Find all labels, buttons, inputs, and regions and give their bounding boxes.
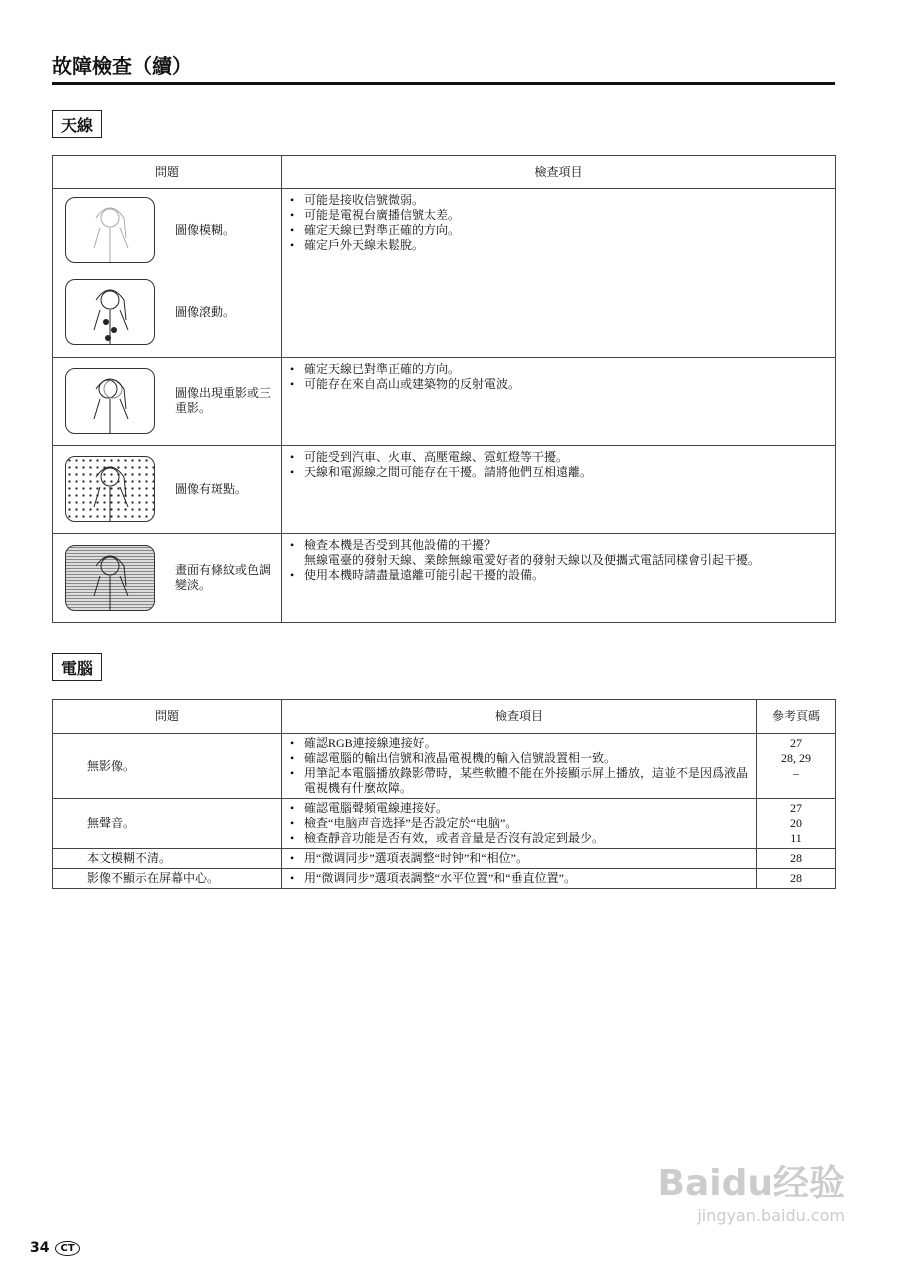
- page-number: 34: [30, 1240, 50, 1256]
- header-ref-page: 參考頁碼: [757, 700, 836, 734]
- problem-text: 無影像。: [53, 734, 282, 799]
- problem-text: 圖像出現重影或三重影。: [175, 386, 272, 415]
- problem-text: 圖像滾動。: [175, 304, 236, 319]
- check-item: • 用筆記本電腦播放錄影帶時，某些軟體不能在外接顯示屏上播放，這並不是因爲液晶電視機有什麼故障。: [304, 766, 756, 796]
- language-badge: CT: [55, 1241, 79, 1256]
- check-item: • 確定天線已對準正確的方向。: [304, 362, 835, 377]
- problem-text: 無聲音。: [53, 799, 282, 849]
- header-checks: 檢查項目: [282, 700, 757, 734]
- table-row: [53, 799, 836, 849]
- table-row: [53, 534, 836, 623]
- check-item: • 檢查本機是否受到其他設備的干擾？: [304, 538, 835, 553]
- tv-rolling-illustration: [65, 279, 155, 345]
- ref-page: 28, 29: [781, 751, 811, 765]
- check-item: • 檢查“电脑声音选择”是否設定於“电脑”。: [304, 816, 756, 831]
- ref-page: 27: [790, 736, 802, 750]
- pc-table: [52, 699, 836, 889]
- header-problem: 問題: [53, 156, 282, 189]
- table-row: [53, 446, 836, 534]
- page-title: 故障檢查（續）: [52, 54, 192, 78]
- check-item: • 使用本機時請盡量遠離可能引起干擾的設備。: [304, 568, 835, 583]
- problem-text: 影像不顯示在屏幕中心。: [53, 869, 282, 889]
- check-item: • 天線和電源線之間可能存在干擾。請將他們互相遠離。: [304, 465, 835, 480]
- problem-text: 本文模糊不清。: [53, 849, 282, 869]
- tv-stripes-illustration: [65, 545, 155, 611]
- check-item: • 確認RGB連接線連接好。: [304, 736, 756, 751]
- problem-text: 圖像模糊。: [175, 222, 236, 237]
- header-checks: 檢查項目: [282, 156, 836, 189]
- check-item: • 可能是電視台廣播信號太差。: [304, 208, 835, 223]
- table-row: [53, 734, 836, 799]
- section-antenna: 天線: [52, 110, 102, 138]
- check-item: • 用“微调同步”選項表調整“时钟”和“相位”。: [304, 851, 756, 866]
- tv-spots-illustration: [65, 456, 155, 522]
- check-continuation: 無線電臺的發射天線、業餘無線電愛好者的發射天線以及便攜式電話同樣會引起干擾。: [304, 553, 761, 567]
- tv-blurry-illustration: [65, 197, 155, 263]
- ref-page: 20: [790, 816, 802, 830]
- ref-page: –: [793, 766, 799, 780]
- check-item: • 確定戶外天線未鬆脫。: [304, 238, 835, 253]
- watermark-url: jingyan.baidu.com: [697, 1206, 845, 1225]
- ref-page: 28: [757, 869, 836, 889]
- problem-text: 圖像有斑點。: [175, 481, 248, 496]
- check-item: • 確認電腦聲頻電線連接好。: [304, 801, 756, 816]
- antenna-table: [52, 155, 836, 623]
- ref-page: 11: [790, 831, 802, 845]
- table-row: [53, 869, 836, 889]
- title-rule: [52, 82, 835, 85]
- check-item: • 確認電腦的輸出信號和液晶電視機的輸入信號設置相一致。: [304, 751, 756, 766]
- check-item: • 可能存在來自高山或建築物的反射電波。: [304, 377, 835, 392]
- table-row: [53, 189, 836, 358]
- problem-text: 畫面有條紋或色調變淡。: [175, 562, 272, 592]
- table-row: [53, 358, 836, 446]
- table-row: [53, 849, 836, 869]
- tv-ghosting-illustration: [65, 368, 155, 434]
- page-footer: [30, 1240, 80, 1256]
- check-item: • 檢查靜音功能是否有效，或者音量是否沒有設定到最少。: [304, 831, 756, 846]
- check-item: • 確定天線已對準正確的方向。: [304, 223, 835, 238]
- ref-page: 28: [757, 849, 836, 869]
- header-problem: 問題: [53, 700, 282, 734]
- check-item: • 用“微调同步”選項表調整“水平位置”和“垂直位置”。: [304, 871, 756, 886]
- watermark: [658, 1155, 845, 1225]
- ref-page: 27: [790, 801, 802, 815]
- section-pc: 電腦: [52, 653, 102, 681]
- check-item: • 可能受到汽車、火車、高壓電線、霓虹燈等干擾。: [304, 450, 835, 465]
- watermark-brand: Baidu经验: [657, 1163, 845, 1204]
- check-item: • 可能是接收信號微弱。: [304, 193, 835, 208]
